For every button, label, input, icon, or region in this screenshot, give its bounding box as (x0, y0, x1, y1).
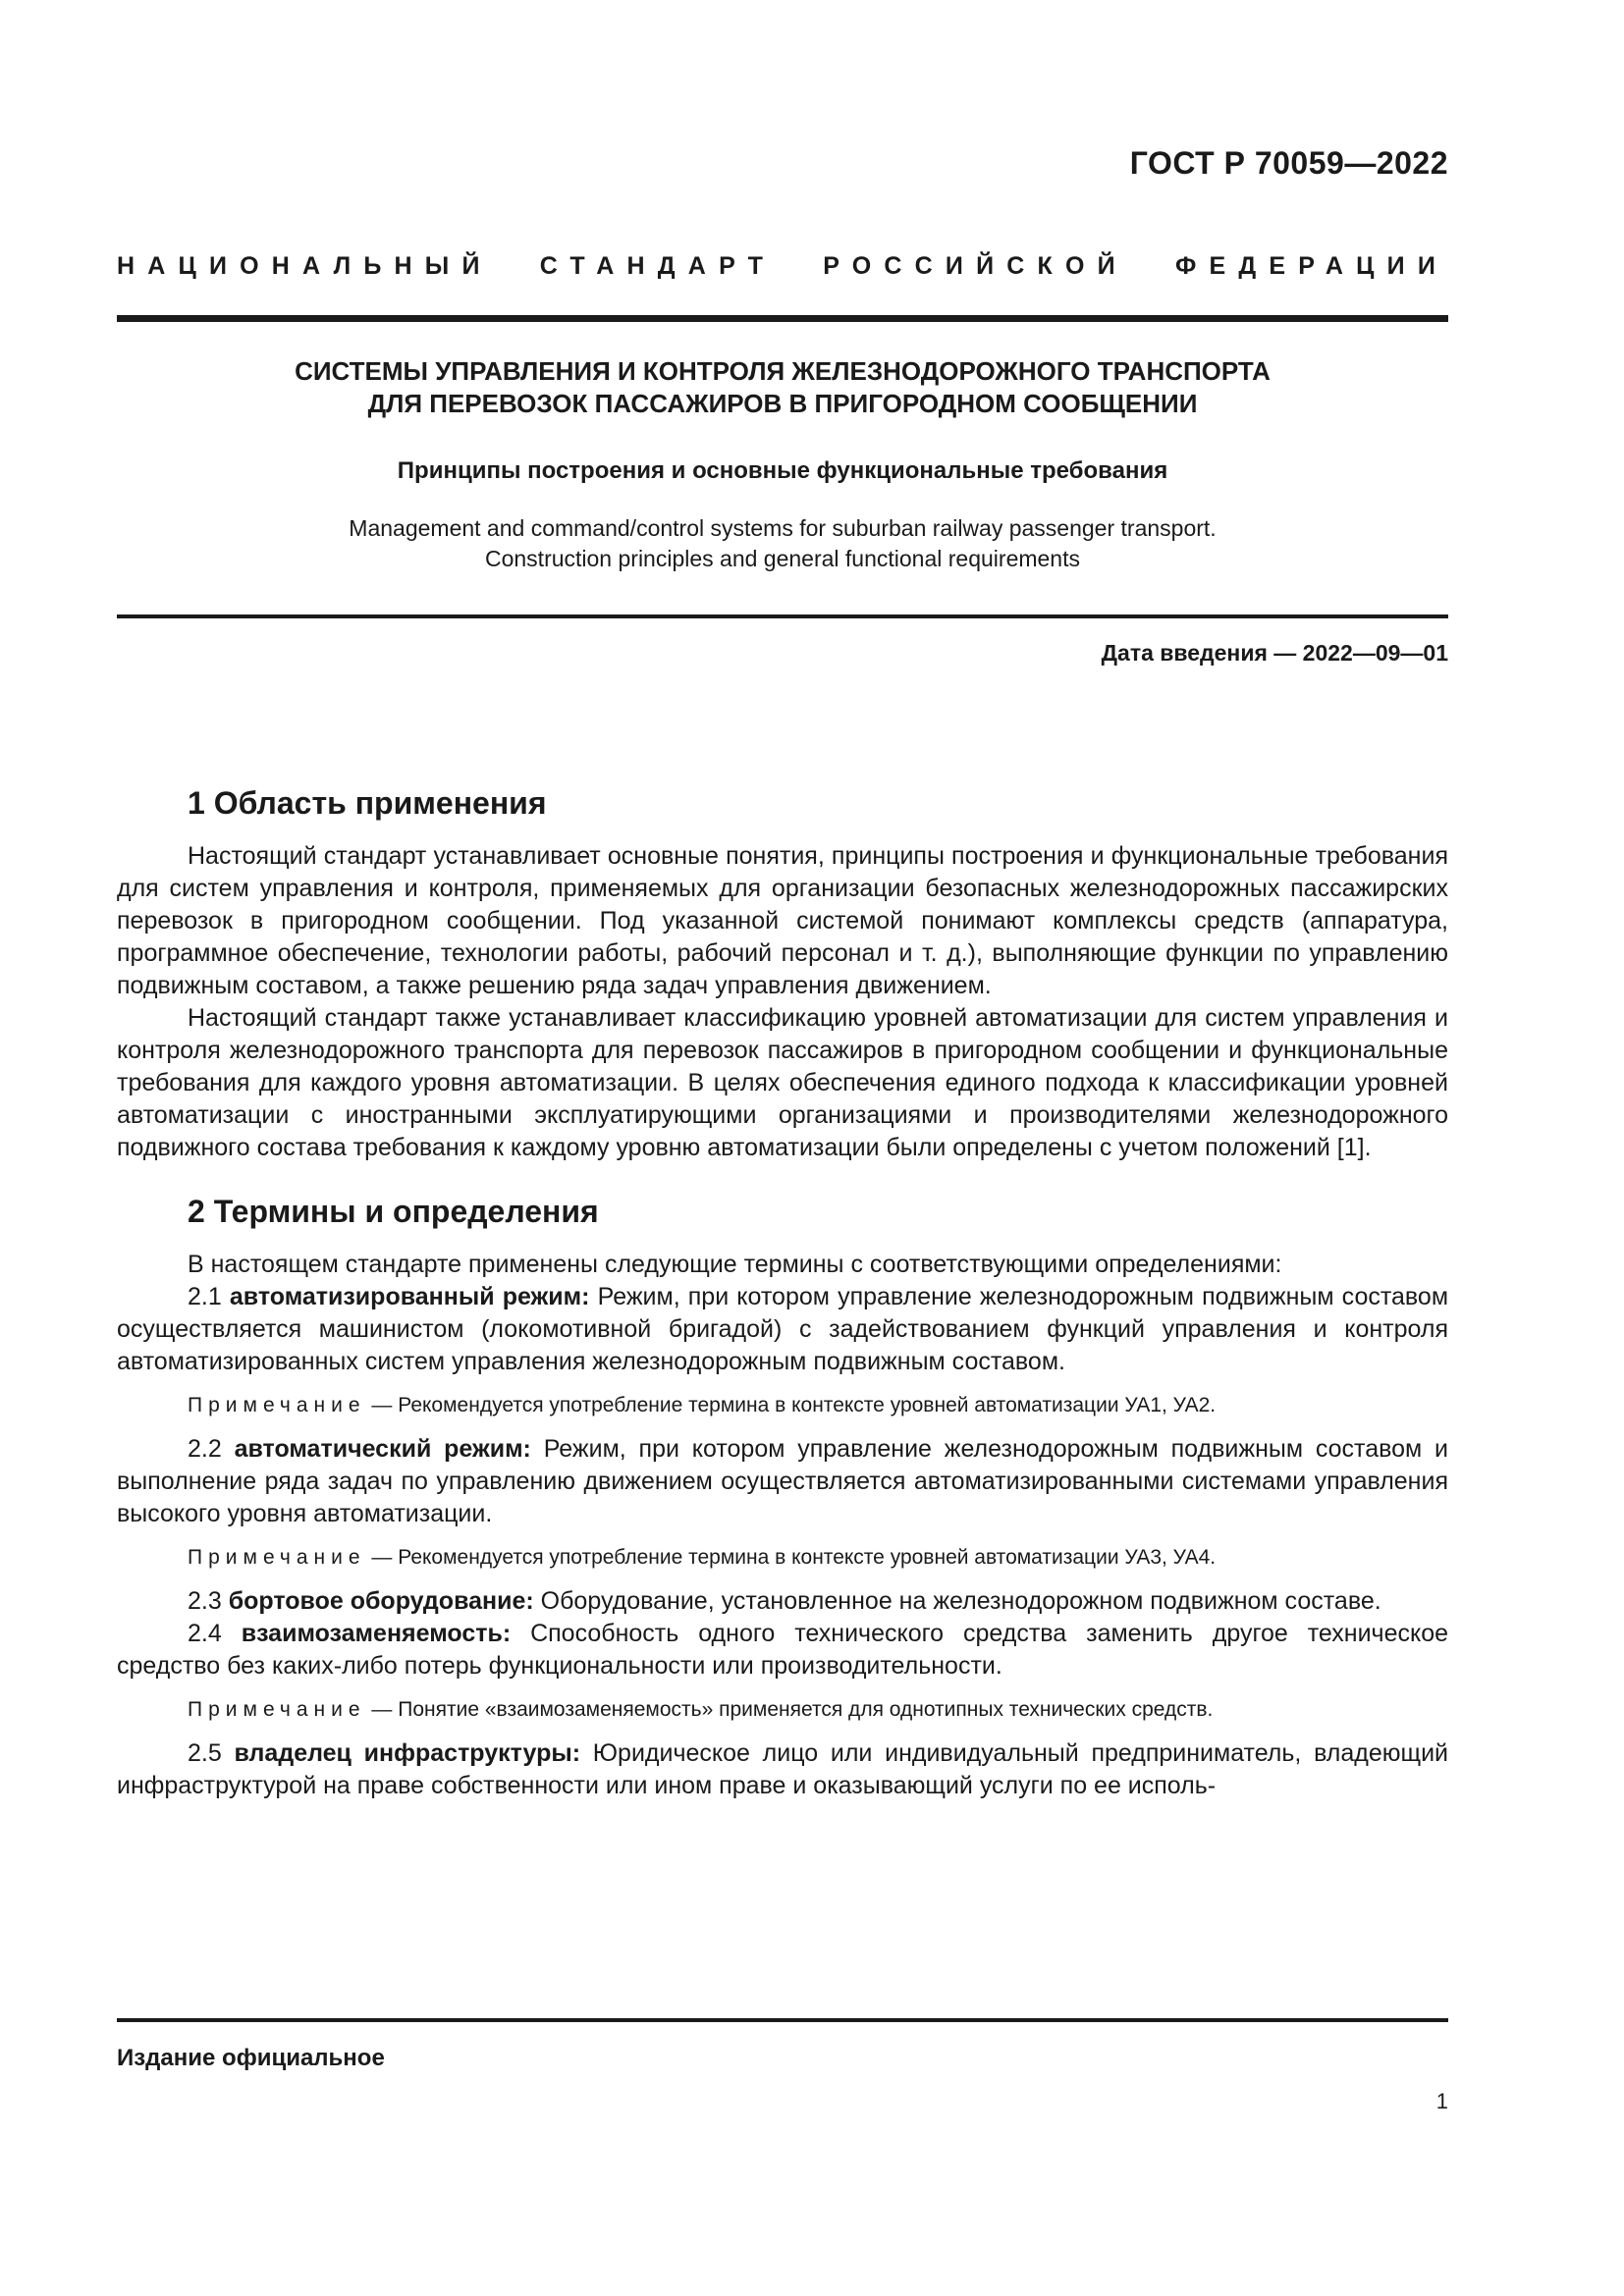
title-line-2: ДЛЯ ПЕРЕВОЗОК ПАССАЖИРОВ В ПРИГОРОДНОМ СООБЩЕНИИ (367, 389, 1198, 418)
note-label: Примечание (188, 1698, 366, 1721)
term-number: 2.4 (188, 1620, 222, 1647)
document-page (117, 0, 1448, 2296)
term-2-4 (117, 1618, 1448, 1682)
term-number: 2.1 (188, 1283, 222, 1310)
title-line-1: СИСТЕМЫ УПРАВЛЕНИЯ И КОНТРОЛЯ ЖЕЛЕЗНОДОРОЖНОГО ТРАНСПОРТА (295, 356, 1271, 386)
term-2-3 (117, 1585, 1448, 1618)
section-1-paragraph-1: Настоящий стандарт устанавливает основные понятия, принципы построения и функциональные требования для систем управления и контроля, применяемых для организации безопасных железнодорожных пассажирских перевозок в пригородном сообщении. Под указанной системой понимают комплексы средств (аппаратура, программное обеспечение, технологии работы, рабочий персонал и т. д.), выполняющие функции по управлению подвижным составом, а также решению ряда задач управления движением. (117, 842, 1448, 999)
term-definition: Режим, при котором управление железнодорожным подвижным составом и выполнение ряда задач по управлению движением осуществляется автоматизированными системами управления высокого уровня автоматизации. (117, 1435, 1449, 1527)
term-2-1 (117, 1281, 1448, 1378)
term-definition: Способность одного технического средства заменить другое техническое средство без каких-либо потерь функциональности или производительности. (117, 1620, 1449, 1680)
note-text: — Рекомендуется употребление термина в контексте уровней автоматизации УА3, УА4. (371, 1546, 1217, 1569)
section-1-paragraph-2: Настоящий стандарт также устанавливает классификацию уровней автоматизации для систем управления и контроля железнодорожного транспорта для перевозок пассажиров в пригородном сообщении и функциональные требования для каждого уровня автоматизации. В целях обеспечения единого подхода к классификации уровней автоматизации с иностранными эксплуатирующими организациями и производителями железнодорожного подвижного состава требования к каждому уровню автоматизации были определены с учетом положений [1]. (117, 1004, 1448, 1161)
document-title (117, 355, 1448, 420)
term-number: 2.2 (188, 1435, 222, 1463)
note-2-2 (117, 1543, 1448, 1573)
term-definition: Оборудование, установленное на железнодорожном подвижном составе. (540, 1587, 1381, 1615)
term-name: владелец инфраструктуры: (234, 1739, 581, 1767)
footer-rule (117, 2018, 1448, 2022)
section-1-heading: 1 Область применения (188, 785, 547, 821)
national-standard-banner: НАЦИОНАЛЬНЫЙ СТАНДАРТ РОССИЙСКОЙ ФЕДЕРАЦИИ (117, 252, 1448, 280)
term-name: бортовое оборудование: (228, 1587, 534, 1615)
term-2-5 (117, 1737, 1448, 1802)
term-name: автоматизированный режим: (229, 1283, 590, 1310)
document-subtitle: Принципы построения и основные функциональные требования (397, 457, 1168, 484)
term-definition: Юридическое лицо или индивидуальный предприниматель, владеющий инфраструктурой на праве собственности или ином праве и оказывающий услуги по ее исполь- (117, 1739, 1449, 1799)
introduction-date: Дата введения — 2022—09—01 (1101, 640, 1448, 666)
term-2-2 (117, 1433, 1448, 1530)
standard-number: ГОСТ Р 70059—2022 (1129, 145, 1448, 181)
note-2-1 (117, 1391, 1448, 1420)
note-text: — Рекомендуется употребление термина в контексте уровней автоматизации УА1, УА2. (371, 1394, 1217, 1416)
term-number: 2.5 (188, 1739, 222, 1767)
english-title (117, 513, 1448, 574)
note-text: — Понятие «взаимозаменяемость» применяется для однотипных технических средств. (371, 1698, 1214, 1721)
note-2-4 (117, 1695, 1448, 1725)
section-2-heading: 2 Термины и определения (188, 1194, 599, 1229)
term-definition: Режим, при котором управление железнодорожным подвижным составом осуществляется машинистом (локомотивной бригадой) с задействованием функций управления и контроля автоматизированных систем управления железнодорожным подвижным составом. (117, 1283, 1449, 1375)
term-name: взаимозаменяемость: (241, 1620, 512, 1647)
document-body (117, 783, 1448, 1802)
term-name: автоматический режим: (234, 1435, 531, 1463)
term-number: 2.3 (188, 1587, 222, 1615)
note-label: Примечание (188, 1546, 366, 1569)
section-2-intro: В настоящем стандарте применены следующие термины с соответствующими определениями: (188, 1251, 1282, 1278)
note-label: Примечание (188, 1394, 366, 1416)
header-rule (117, 315, 1448, 322)
page-number: 1 (1435, 2089, 1448, 2113)
title-rule (117, 614, 1448, 618)
official-edition-label: Издание официальное (117, 2045, 385, 2071)
english-title-line-2: Construction principles and general functional requirements (484, 546, 1080, 571)
english-title-line-1: Management and command/control systems for suburban railway passenger transport. (349, 515, 1217, 541)
